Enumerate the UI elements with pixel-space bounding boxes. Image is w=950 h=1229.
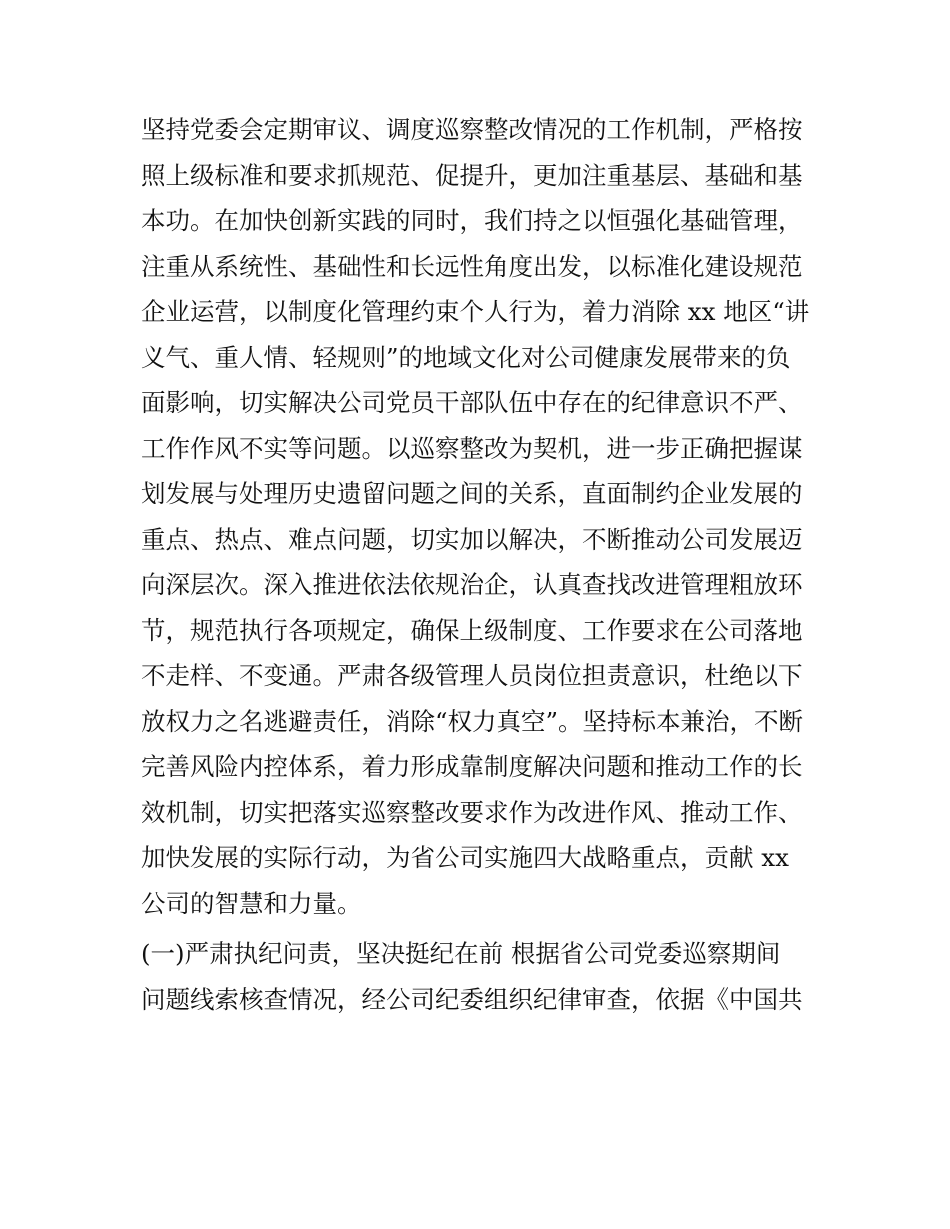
text-line: 问题线索核查情况，经公司纪委组织纪律审查，依据《中国共 [141, 984, 803, 1014]
text-line: 向深层次。深入推进依法依规治企，认真查找改进管理粗放环 [141, 570, 803, 599]
text-line: 公司的智慧和力量。 [141, 888, 362, 918]
document-body [141, 107, 821, 1022]
text-line: 重点、热点、难点问题，切实加以解决，不断推动公司发展迈 [141, 524, 803, 554]
paragraph-1 [141, 107, 821, 926]
text-line: 效机制，切实把落实巡察整改要求作为改进作风、推动工作、 [141, 797, 803, 827]
text-line: 不走样、不变通。严肃各级管理人员岗位担责意识，杜绝以下 [141, 661, 803, 690]
text-line: 本功。在加快创新实践的同时，我们持之以恒强化基础管理， [141, 206, 803, 235]
text-line: 节，规范执行各项规定，确保上级制度、工作要求在公司落地 [141, 615, 803, 645]
text-line: 注重从系统性、基础性和长远性角度出发，以标准化建设规范 [141, 251, 803, 281]
text-line: 放权力之名逃避责任，消除“权力真空”。坚持标本兼治，不断 [141, 706, 804, 736]
text-line: 义气、重人情、轻规则”的地域文化对公司健康发展带来的负 [141, 342, 791, 372]
text-line: 面影响，切实解决公司党员干部队伍中存在的纪律意识不严、 [141, 388, 803, 417]
section-heading-line: (一)严肃执纪问责，坚决挺纪在前 根据省公司党委巡察期间 [141, 939, 781, 968]
text-line: 工作作风不实等问题。以巡察整改为契机，进一步正确把握谋 [141, 433, 803, 463]
paragraph-2 [141, 931, 821, 1022]
text-line: 加快发展的实际行动，为省公司实施四大战略重点，贡献 xx [141, 843, 789, 872]
text-line: 划发展与处理历史遗留问题之间的关系，直面制约企业发展的 [141, 479, 803, 508]
text-line: 完善风险内控体系，着力形成靠制度解决问题和推动工作的长 [141, 752, 803, 781]
text-line: 坚持党委会定期审议、调度巡察整改情况的工作机制，严格按 [141, 115, 803, 144]
text-line: 企业运营，以制度化管理约束个人行为，着力消除 xx 地区“讲 [141, 297, 810, 326]
text-line: 照上级标准和要求抓规范、促提升，更加注重基层、基础和基 [141, 160, 803, 190]
